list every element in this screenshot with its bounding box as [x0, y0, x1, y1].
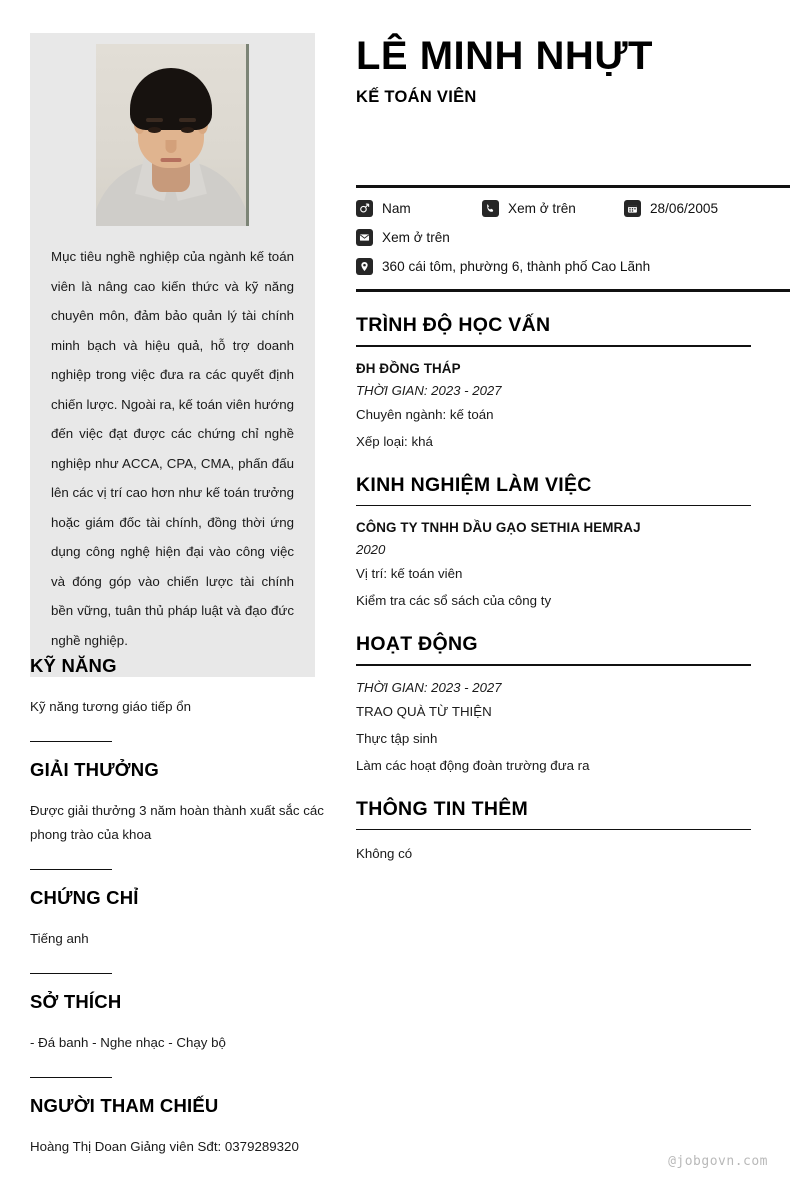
page-title: LÊ MINH NHỰT [356, 34, 653, 78]
section-experience [356, 474, 790, 612]
section-body-certificates: Tiếng anh [30, 931, 89, 946]
contact-address [356, 258, 650, 275]
calendar-icon [624, 200, 641, 217]
sidebar-divider [30, 1077, 112, 1078]
section-activities [356, 633, 790, 776]
sidebar-divider [30, 869, 112, 870]
section-title-skills: KỸ NĂNG [30, 655, 117, 676]
section-rule [356, 505, 751, 507]
contact-phone-value: Xem ở trên [508, 201, 576, 216]
section-title-activities: HOẠT ĐỘNG [356, 633, 478, 656]
contact-row [356, 200, 790, 217]
section-body-references: Hoàng Thị Doan Giảng viên Sđt: 0379289320 [30, 1139, 299, 1154]
sidebar-section-hobbies [30, 991, 330, 1055]
education-grade: Xếp loại: khá [356, 433, 433, 449]
email-icon [356, 229, 373, 246]
job-title: KẾ TOÁN VIÊN [356, 88, 477, 106]
watermark: @jobgovn.com [668, 1154, 768, 1169]
section-education [356, 314, 790, 452]
photo-eyebrow-right [179, 118, 196, 122]
section-rule [356, 664, 751, 666]
section-title-certificates: CHỨNG CHỈ [30, 887, 139, 908]
photo-hair-fringe [134, 96, 208, 118]
left-column [30, 33, 315, 677]
contact-bottom-rule [356, 289, 790, 292]
contact-gender [356, 200, 482, 217]
section-title-references: NGƯỜI THAM CHIẾU [30, 1095, 219, 1116]
sidebar-section-awards [30, 759, 330, 847]
contact-address-value: 360 cái tôm, phường 6, thành phố Cao Lãnh [382, 259, 651, 274]
activities-description: Làm các hoạt động đoàn trường đưa ra [356, 757, 590, 773]
section-rule [356, 829, 751, 831]
sidebar-section-certificates [30, 887, 330, 951]
contact-phone [482, 200, 624, 217]
portrait-photo [96, 44, 249, 226]
sidebar-section-skills [30, 655, 330, 719]
education-major: Chuyên ngành: kế toán [356, 406, 494, 422]
experience-position: Vị trí: kế toán viên [356, 566, 463, 582]
sidebar-divider [30, 973, 112, 974]
activities-period: THỜI GIAN: 2023 - 2027 [356, 679, 502, 695]
section-body-awards: Được giải thưởng 3 năm hoàn thành xuất sắc các phong trào của khoa [30, 803, 324, 842]
activities-name: TRAO QUÀ TỪ THIỆN [356, 703, 492, 719]
experience-company: CÔNG TY TNHH DẦU GẠO SETHIA HEMRAJ [356, 520, 641, 536]
right-column [356, 33, 790, 871]
contact-email-value: Xem ở trên [382, 230, 450, 245]
photo-eyebrow-left [146, 118, 163, 122]
contact-birthday-value: 28/06/2005 [650, 201, 719, 216]
sidebar-section-references [30, 1095, 330, 1159]
section-rule [356, 345, 751, 347]
activities-role: Thực tập sinh [356, 730, 438, 746]
section-title-awards: GIẢI THƯỞNG [30, 759, 159, 780]
section-body-skills: Kỹ năng tương giáo tiếp ổn [30, 699, 192, 714]
section-title-education: TRÌNH ĐỘ HỌC VẤN [356, 314, 551, 336]
experience-period: 2020 [356, 542, 386, 558]
contact-row [356, 258, 790, 275]
photo-mouth [161, 158, 182, 162]
section-title-experience: KINH NGHIỆM LÀM VIỆC [356, 473, 592, 496]
section-title-hobbies: SỞ THÍCH [30, 991, 122, 1012]
left-sections [30, 655, 330, 1159]
contact-row [356, 229, 790, 246]
gender-icon [356, 200, 373, 217]
photo-eye-left [148, 127, 161, 133]
career-objective-text: Mục tiêu nghề nghiệp của ngành kế toán viên là nâng cao kiến thức và kỹ năng chuyên môn, đảm bảo quản lý tài chính minh bạch và hiệu quả, hỗ trợ doanh nghiệp trong việc đưa ra các quyết định chiến lược. Ngoài ra, kế toán viên hướng đến việc đạt được các chứng chỉ nghề nghiệp như ACCA, CPA, CMA, phấn đấu lên các vị trí cao hơn như kế toán trưởng hoặc giám đốc tài chính, đồng thời ứng dụng công nghệ hiện đại vào công việc và đóng góp vào chiến lược tài chính bền vững, tuân thủ pháp luật và đạo đức nghề nghiệp. [30, 226, 315, 677]
experience-description: Kiểm tra các sổ sách của công ty [356, 593, 552, 609]
sidebar-divider [30, 741, 112, 742]
photo-eye-right [181, 127, 194, 133]
phone-icon [482, 200, 499, 217]
photo-nose [166, 140, 177, 153]
section-body-hobbies: - Đá banh - Nghe nhạc - Chạy bộ [30, 1035, 226, 1050]
contact-block [356, 188, 790, 289]
education-school: ĐH ĐỒNG THÁP [356, 360, 461, 376]
additional-body: Không có [356, 846, 413, 862]
contact-birthday [624, 200, 718, 217]
section-additional-info [356, 798, 790, 865]
section-title-additional-info: THÔNG TIN THÊM [356, 797, 529, 820]
location-icon [356, 258, 373, 275]
photo-panel [30, 33, 315, 226]
education-period: THỜI GIAN: 2023 - 2027 [356, 382, 502, 398]
contact-gender-value: Nam [382, 201, 411, 216]
contact-email [356, 229, 450, 246]
